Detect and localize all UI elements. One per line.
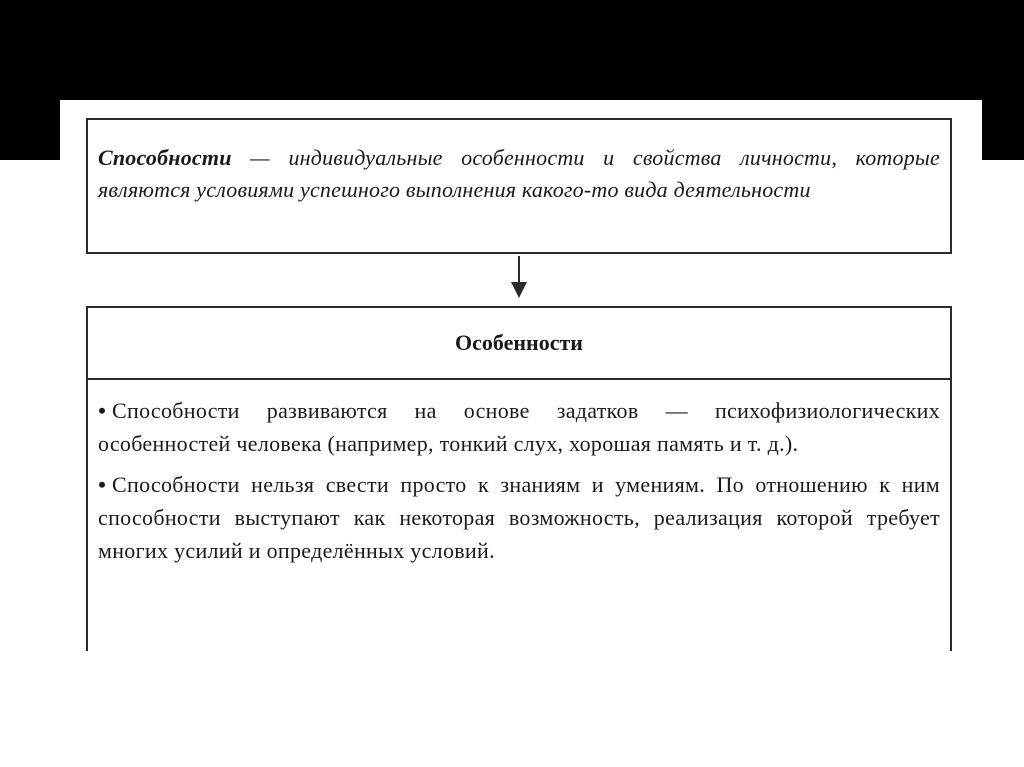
- list-item: [98, 468, 940, 567]
- definition-box: [86, 118, 952, 254]
- features-list: [88, 380, 950, 567]
- definition-text: [98, 142, 940, 206]
- list-item: [98, 394, 940, 460]
- list-item-text: Способности развиваются на основе задатков — психофизиологических особенностей человека (например, тонкий слух, хорошая память и т. д.).: [98, 398, 940, 456]
- features-header: [88, 308, 950, 380]
- bullet-icon: •: [98, 398, 107, 423]
- slide-content: [60, 100, 982, 645]
- arrow-down-icon: [511, 282, 527, 298]
- features-box: [86, 306, 952, 651]
- arrow-line: [518, 256, 520, 284]
- definition-term: Способности: [98, 145, 232, 170]
- features-title: Особенности: [455, 330, 583, 355]
- definition-dash: —: [231, 145, 289, 170]
- list-item-text: Способности нельзя свести просто к знаниям и умениям. По отношению к ним способности выступают как некоторая возможность, реализация которой требует многих усилий и определённых условий.: [98, 472, 940, 563]
- definition-body: индивидуальные особенности и свойства личности, которые являются условиями успешного выполнения какого-то вида деятельности: [98, 145, 940, 202]
- bullet-icon: •: [98, 472, 107, 497]
